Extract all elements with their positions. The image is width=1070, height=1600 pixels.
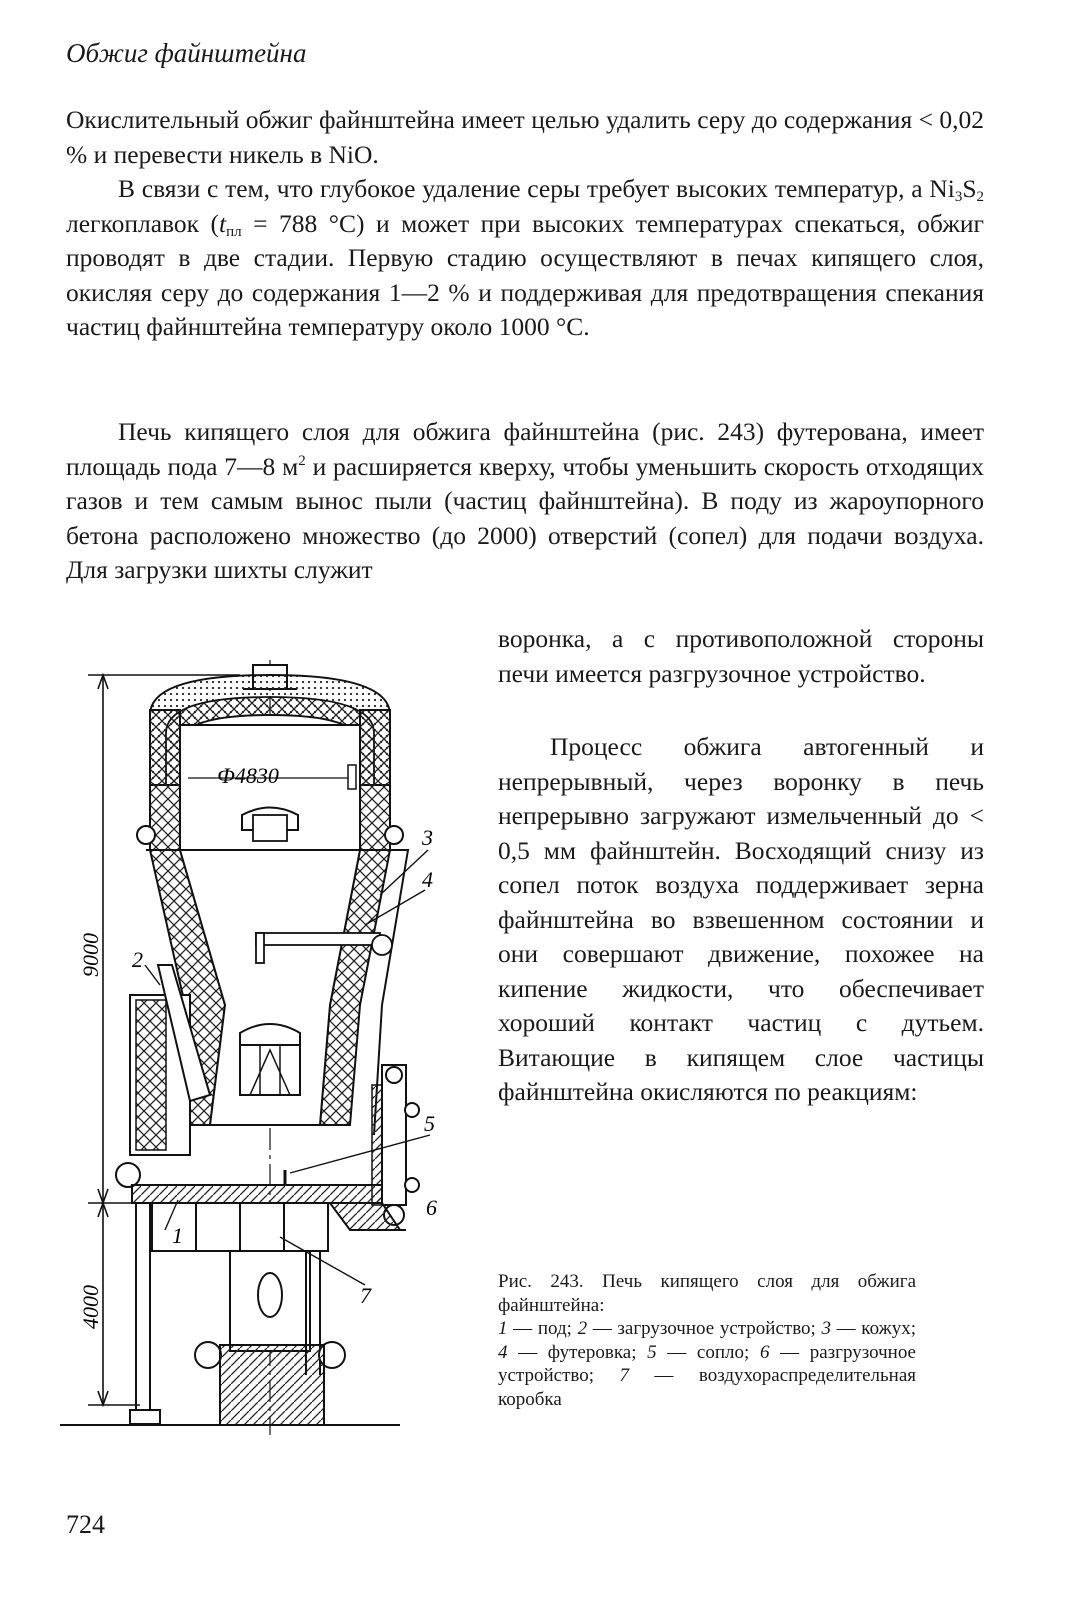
- callout-1: 1: [172, 1223, 183, 1248]
- furnace-drawing: [60, 655, 480, 1435]
- callout-7: 7: [360, 1283, 371, 1308]
- paragraph-3-continued: воронка, а с противоположной стороны печи имеется разгрузочное устройство.: [498, 624, 984, 688]
- callout-6: 6: [426, 1195, 437, 1220]
- paragraph-1: Окислительный обжиг файнштейна имеет целью удалить серу до содержания < 0,02 % и перевести никель в NiO.: [66, 105, 984, 169]
- callout-4: 4: [422, 867, 433, 892]
- svg-text:9000: 9000: [78, 933, 103, 977]
- inspection-window-lower: [240, 1024, 300, 1095]
- foundation: [220, 1345, 324, 1425]
- svg-text:4000: 4000: [78, 1285, 103, 1329]
- paragraph-3: Печь кипящего слоя для обжига файнштейна (рис. 243) футерована, имеет площадь пода 7—8 $м^2$ и расширяется кверху, чтобы уменьшить скорость отходящих газов и тем самым вынос пыли (частиц файнштейна). В поду из жароупорного бетона расположено множество (до 2000) отверстий (сопел) для подачи воздуха. Для загрузки шихты служит: [66, 417, 984, 584]
- diameter-label: Ф4830: [217, 763, 279, 788]
- callout-2: 2: [132, 947, 143, 972]
- dimension-4000: [78, 1285, 103, 1329]
- caption-title: Рис. 243. Печь кипящего слоя для обжига файнштейна:: [498, 1271, 916, 1316]
- section-heading: Обжиг файнштейна: [66, 38, 307, 68]
- paragraph-4: Процесс обжига автогенный и непрерывный, через воронку в печь непрерывно загружают измельченный до < 0,5 мм файнштейн. Восходящий снизу из сопел поток воздуха поддерживает зерна файнштейна во взвешенном состоянии и они совершают движение, похожее на кипение жидкости, что обеспечивает хороший контакт частиц с дутьем. Витающие в кипящем слое частицы файнштейна окисляются по реакциям:: [498, 732, 984, 1106]
- caption-legend: 1 — под; 2 — загрузочное устройство; 3 — кожух; 4 — футеровка; 5 — сопло; 6 — разгрузочное устройство; 7 — воздухораспределительная коробка: [498, 1318, 917, 1410]
- callout-3: 3: [422, 825, 433, 850]
- hearth: [132, 1185, 382, 1203]
- callout-5: 5: [424, 1111, 435, 1136]
- figure-caption: [498, 1270, 916, 1411]
- paragraph-2: В связи с тем, что глубокое удаление серы требует высоких температур, а $Ni_3S_2$ легкоплавок ($t_{пл} = 788$ °C) и может при высоких температурах спекаться, обжиг проводят в две стадии. Первую стадию осуществляют в печах кипящего слоя, окисляя серу до содержания 1—2 % и поддерживая для предотвращения спекания частиц файнштейна температуру около 1000 °C.: [66, 174, 984, 341]
- page-number: 724: [66, 1510, 105, 1539]
- dimension-9000: [78, 933, 103, 977]
